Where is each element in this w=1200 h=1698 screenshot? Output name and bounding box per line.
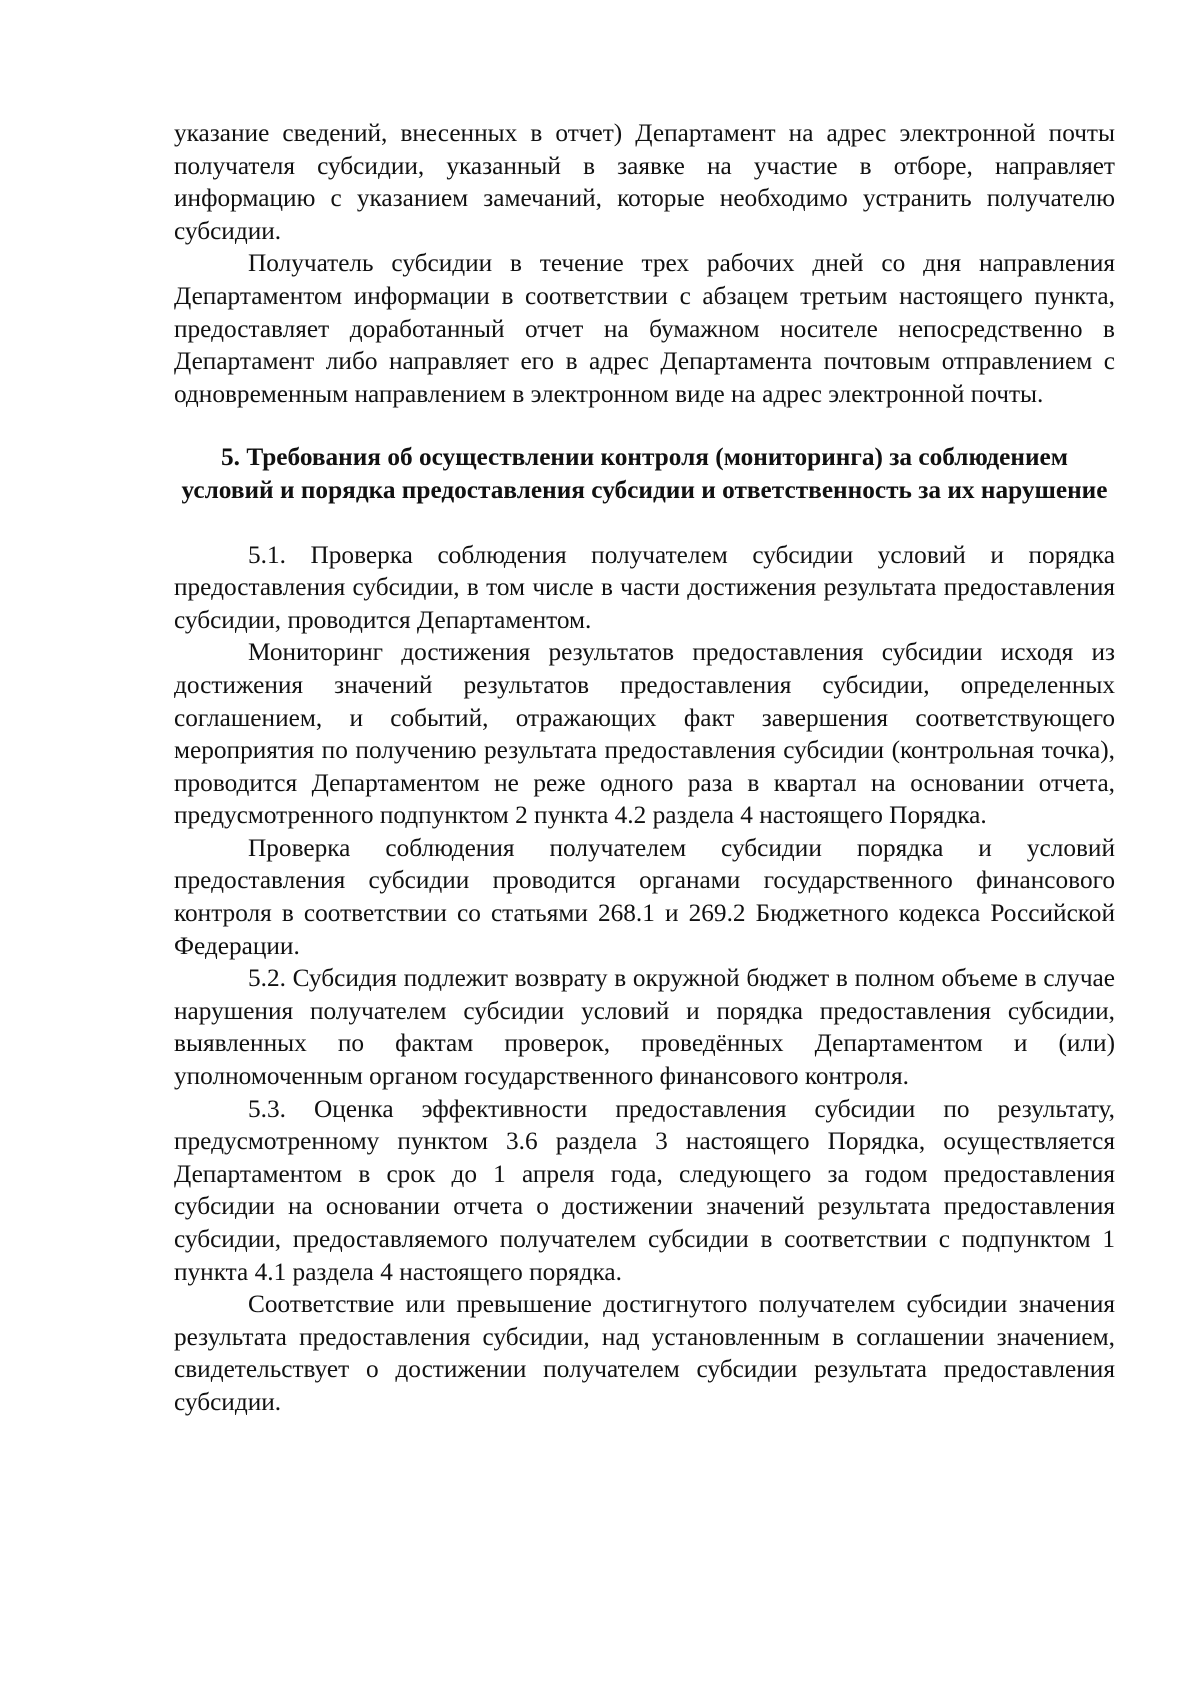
document-body (174, 117, 1115, 1419)
paragraph-recipient-revision: Получатель субсидии в течение трех рабочих дней со дня направления Департаментом информации в соответствии с абзацем третьим настоящего пункта, предоставляет доработанный отчет на бумажном носителе непосредственно в Департамент либо направляет его в адрес Департамента почтовым отправлением с одновременным направлением в электронном виде на адрес электронной почты. (174, 249, 1115, 408)
paragraph-5-2: 5.2. Субсидия подлежит возврату в окружной бюджет в полном объеме в случае нарушения получателем субсидии условий и порядка предоставления субсидии, выявленных по фактам проверок, проведённых Департаментом и (или) уполномоченным органом государственного финансового контроля. (174, 964, 1115, 1091)
paragraph-5-1: 5.1. Проверка соблюдения получателем субсидии условий и порядка предоставления субсидии, в том числе в части достижения результата предоставления субсидии, проводится Департаментом. (174, 540, 1115, 634)
section-5-heading (174, 441, 1115, 506)
paragraph-continuation: указание сведений, внесенных в отчет) Департамент на адрес электронной почты получателя субсидии, указанный в заявке на участие в отборе, направляет информацию с указанием замечаний, которые необходимо устранить получателю субсидии. (174, 119, 1115, 245)
section-heading-text: 5. Требования об осуществлении контроля (мониторинга) за соблюдением условий и порядка предоставления субсидии и ответственность за их нарушение (181, 443, 1108, 504)
paragraph-state-financial-control: Проверка соблюдения получателем субсидии порядка и условий предоставления субсидии проводится органами государственного финансового контроля в соответствии со статьями 268.1 и 269.2 Бюджетного кодекса Российской Федерации. (174, 833, 1115, 960)
paragraph-5-3: 5.3. Оценка эффективности предоставления субсидии по результату, предусмотренному пунктом 3.6 раздела 3 настоящего Порядка, осуществляется Департаментом в срок до 1 апреля года, следующего за годом предоставления субсидии на основании отчета о достижении значений результата предоставления субсидии, предоставляемого получателем субсидии в соответствии с подпунктом 1 пункта 4.1 раздела 4 настоящего порядка. (174, 1094, 1115, 1286)
paragraph-result-achievement: Соответствие или превышение достигнутого получателем субсидии значения результата предоставления субсидии, над установленным в соглашении значением, свидетельствует о достижении получателем субсидии результата предоставления субсидии. (174, 1290, 1115, 1416)
paragraph-monitoring: Мониторинг достижения результатов предоставления субсидии исходя из достижения значений результатов предоставления субсидии, определенных соглашением, и событий, отражающих факт завершения соответствующего мероприятия по получению результата предоставления субсидии (контрольная точка), проводится Департаментом не реже одного раза в квартал на основании отчета, предусмотренного подпунктом 2 пункта 4.2 раздела 4 настоящего Порядка. (174, 638, 1115, 830)
